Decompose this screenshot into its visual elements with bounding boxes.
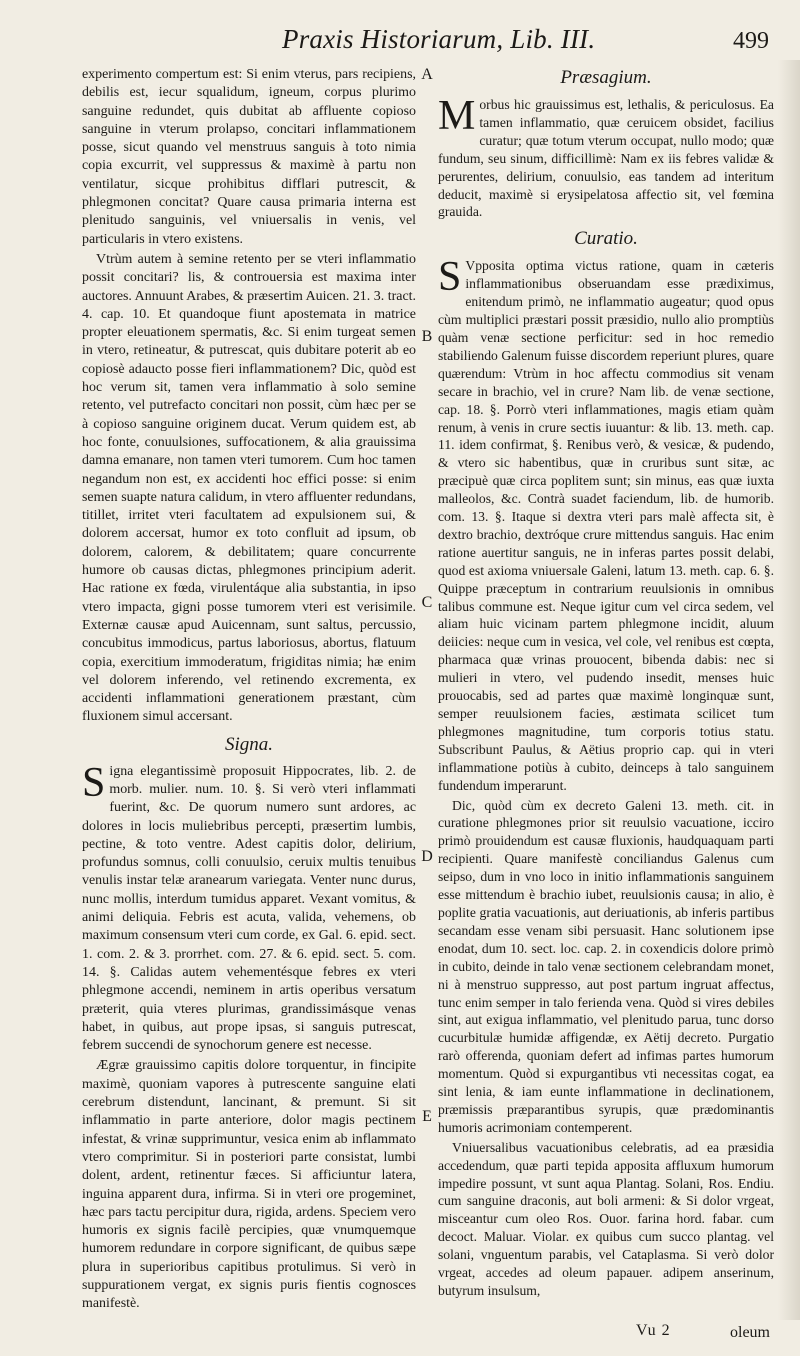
catchword: oleum (730, 1324, 770, 1341)
section-title-signa: Signa. (224, 733, 274, 755)
drop-cap: M (438, 93, 476, 139)
page-header (0, 22, 800, 62)
margin-letter-c: C (421, 594, 433, 611)
right-column (438, 66, 774, 1302)
running-title: Praxis Historiarum, Lib. III. (282, 24, 596, 54)
paragraph-with-initial (438, 254, 774, 794)
paragraph: experimento compertum est: Si enim vterus, pars recipiens, debilis est, iecur squalidum, igneum, corpus plurimo sanguine redundet, quis dubitat ab affluente copioso sanguine in vterum prolapso, concitari inflammationem posse, sicut quando vel menstruus sanguis à toto nimia copia excurrit, vel suppressus & maximè à partu non ventilatur, sicque prohibitus difflari putrescit, & phlegmonen concitat? Quare causa primaria interna est plenitudo sanguinis, vel vniuersalis in venis, vel particularis in vtero existens. (82, 67, 416, 247)
paragraph: Ægræ grauissimo capitis dolore torquentur, in fincipite maximè, quoniam vapores à putrescente sanguine elati cerebrum distendunt, lancinant, & premunt. Si sit inflammatio in parte anteriore, dolor magis pectinem infestat, & vrinæ supprimuntur, vesica enim ab inflammato vtero comprimitur. Si in posteriori parte consistat, lumbi dolent, ardent, retinentur fæces. Si afficiuntur latera, inguina apparent dura, infirma. Si in vteri ore progeminet, hæc pars tactu percipitur dura, rigida, ardens. Speciem vero humoris ex signis facilè percipies, quæ vnumquemque humorem redundare in corpore significant, de quibus sæpe plura in superioribus capitibus protulimus. Si verò in suppurationem vergat, ex signis puris fientis cognosces manifestè. (82, 1058, 416, 1312)
drop-cap: S (438, 254, 462, 301)
facing-page-bleed (778, 60, 800, 1320)
paragraph: Vniuersalibus vacuationibus celebratis, ad ea præsidia accedendum, quæ parti tepida apposita affluxum humorum impedire possunt, vt sunt aqua Plantag. Solani, Ros. Endiu. cum sanguine draconis, aut boli armeni: & Si dolor vrgeat, misceantur cum oleo Ros. Ouor. farina hord. fabar. cum decoct. Maluar. Violar. ex quibus cum succo plantag. vel solani, vnguentum parabis, vel Cataplasma. Si verò dolor vrgeat, accedes ad oleum papauer. adipem anserinum, butyrum insulsum, (438, 1139, 774, 1298)
paragraph-with-initial (82, 759, 416, 1056)
section-title-curatio: Curatio. (574, 228, 638, 250)
margin-letter-a: A (421, 66, 433, 83)
paragraph-text: Vpposita optima victus ratione, quam in cæteris inflammationibus obseruandam esse prædiximus, enitendum primò, ne inflammatio augeatur; quod opus cùm multiplici præstari possit præsidio, nullo alio promptiùs quàm venæ sectione perficitur: sed in hoc remedio stabiliendo Galenum fuisse discordem reperiunt plures, quare quærendum: Vtrùm in hoc affectu commodius sit venam secare in brachio, vel in crure? Nam lib. de venæ sectione, cap. 18. §. Porrò vteri inflammationes, magis etiam quàm renum, à venis in crure sectis iuuantur: & lib. 13. meth. cap. 11. idem confirmat, §. Renibus verò, & vesicæ, & pudendo, & vtero sic habentibus, quæ in cruribus sunt sitæ, ac præcipuè quæ circa poplitem sunt; sin minus, eas quæ iuxta malleolos, &c. Contrà suadet faciendum, lib. de humorib. com. 13. §. Itaque si dextra vteri pars malè affecta sit, è dextro brachio, dextróque crure mittendus sanguis. Hac enim ratione auertitur sanguis, ne in inferas partes possit delabi, quod est axioma vniuersale Galeni, latum 13. meth. cap. 6. §. Quippe præceptum in contrarium reuulsionis in omnibus talibus commune est. Neque igitur cum vel circa sedem, vel aliam huic vicinam partem phlegmone incidit, aluum deiicies: neque cum in vesica, vel cole, vel renibus est cœpta, pharmaca quæ vrinas prouocent, bibenda dabis: nec si mulieri in vtero, vel pudendo insedit, menses huic prouocabis, sed ad partes quæ maximè longinquæ sunt, semper reuulsionem facies, æstimata scilicet tum phlegmones magnitudine, tum corporis totius statu. Subscribunt Paulus, & Aëtius proprio cap. qui in vteri inflammatione potiùs à cubito, deinceps à talo sanguinem fundendum imperarunt. (438, 258, 774, 793)
drop-cap: S (82, 759, 106, 806)
signature-mark: Vu 2 (636, 1322, 671, 1339)
paragraph: Dic, quòd cùm ex decreto Galeni 13. meth. cit. in curatione phlegmones prior sit reuulsio vacuatione, icciro primò prouidendum est causæ fluxionis, haudquaquam parti recipienti. Quare manifestè conciliandus Galenus cum seipso, dum in vno loco in initio inflammationis sanguinem esse mittendum è brachio iubet, reuulsionis causa; in alio, è poplite gratia vacuationis, aut deriuationis, ab inferis partibus secandam esse venam sibi persuasit. Hanc solutionem ipse enodat, dum 10. sect. loc. cap. 2. in coxendicis dolore primò in cubito, deinde in talo venæ sectionem celebrandam monet, ni à menstruo suppresso, aut post partum ingruat affectus, tunc enim semper in talo ferienda vena. Quòd si vires debiles sint, aut exigua inflammatio, vel plenitudo parua, tunc dorso cucurbitulæ humidæ affigendæ, ex Aëtij decreto. Purgatio rarò offerenda, quoniam defert ad infimas partes humorum momentum. Quòd si expurgantibus vti necessitas cogat, ea sint lenia, & iam eunte inflammatione in declinationem, præmissis præparantibus syrupis, quæ prædominantis humoris acrimoniam contemperent. (438, 797, 774, 1135)
margin-letter-b: B (421, 328, 433, 345)
paragraph-text: orbus hic grauissimus est, lethalis, & periculosus. Ea tamen inflammatio, quæ ceruicem obsidet, facilius curatur; quæ totum vterum occupat, nullo modo; quæ fundum, seu sinum, difficillimè: Nam ex iis febres validæ & perurentes, delirium, conuulsio, eas tandem ad interitum deducit, maximè si erysipelatosa affectio sit, vel fœmina grauida. (438, 97, 774, 220)
paragraph-with-initial (438, 93, 774, 221)
left-column (82, 66, 416, 1316)
page-number: 499 (733, 28, 769, 54)
paragraph: Vtrùm autem à semine retento per se vteri inflammatio possit concitari? lis, & controuersia est maxima inter auctores. Annuunt Arabes, & præsertim Auicen. 21. 3. tract. 4. cap. 10. Et quandoque fiunt apostemata in matrice propter eleuationem spermatis, &c. Si enim turgeat semen in vtero, retineatur, & putrescat, quis dubitare poterit ab eo copiosè adaucto posse fieri inflammationem? Dic, quòd est hoc verum sit, tamen vera inflammatio à solo semine retento, vel putrefacto concitari non possit, cùm hæc per se à copioso sanguine originem ducat. Verum quidem est, ab hoc fonte, conuulsiones, suffocationem, & alia grauissima damna emanare, non tamen vteri tumorem. Cum hoc tamen negandum non est, ex accidenti hoc effici posse: si enim semen suapte natura calidum, in vtero affluenter redundans, titillet, irritet vteri facultatem ad expulsionem sui, & dolorem accersat, humor ex toto confluit ad ipsum, ob dolorem, calorem, & debilitatem; quare concurrente humore ob causas dictas, phlegmones principium aderit. Hac ratione ex fœda, virulentáque alia substantia, in ipso vtero impacta, gigni posse tumorem vteri est verisimile. Externæ causæ apud Auicennam, sunt saltus, percussio, concubitus immodicus, partus laboriosus, abortus, flatuum copia, exercitium immoderatum, frigiditas nimia; hæ enim vel dolorem inferendo, vel retinendo excrementa, ex accidenti inflammationi generationem præstant, cùm fluxionem simul accersant. (82, 251, 416, 725)
margin-letter-e: E (422, 1108, 432, 1125)
paragraph-text: igna elegantissimè proposuit Hippocrates, lib. 2. de morb. mulier. num. 10. §. Si verò vteri inflammati fuerint, &c. De quorum numero sunt ardores, ac dolores in locis muliebribus percepti, præsertim lumbis, pectine, & toto ventre. Adest capitis dolor, delirium, profundus somnus, colli conuulsio, ceruix multis tenuibus venulis instar telæ aranearum variegata. Venter nunc durus, nunc mollis, interdum tumidus apparet. Vexant vomitus, & animi deliquia. Febris est acuta, valida, vehemens, ob maximum consensum vteri cum corde, ex Gal. 6. epid. sect. 1. com. 2. & 3. prorrhet. com. 27. & 6. epid. sect. 5. com. 14. §. Calidas autem vehementésque febres ex vteri phlegmone accendi, neminem in artis operibus versatum præterit, quia vteres plurimas, grandissimásque venas habet, in quibus, aut prope ipsas, si sanguis putrescat, febrem succendi de synochorum genere est necesse. (82, 763, 416, 1054)
margin-letter-d: D (421, 848, 433, 865)
section-title-praesagium: Præsagium. (560, 67, 652, 88)
